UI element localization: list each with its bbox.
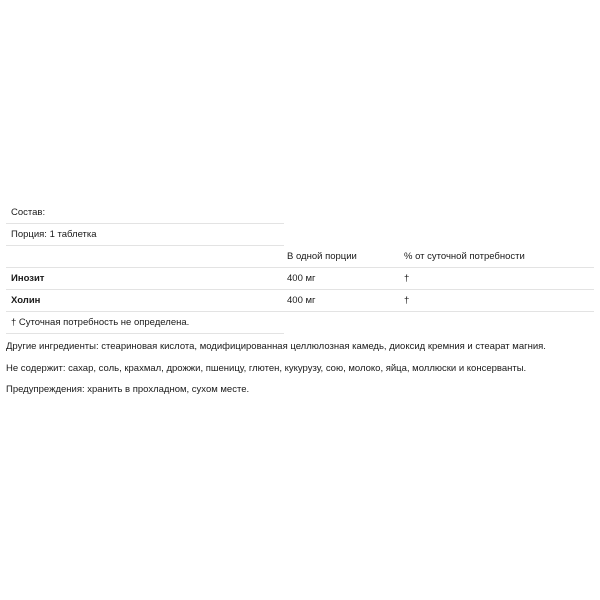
- ingredient-name: Инозит: [11, 273, 45, 284]
- serving-size-row: [6, 224, 284, 246]
- does-not-contain-text: Не содержит: сахар, соль, крахмал, дрожжи, пшеницу, глютен, кукурузу, сою, молоко, яйца, моллюски и консерванты.: [6, 362, 527, 374]
- supplement-facts-table: [6, 202, 594, 334]
- other-ingredients-text: Другие ингредиенты: стеариновая кислота, модифицированная целлюлозная камедь, диоксид кремния и стеарат магния.: [6, 341, 546, 352]
- ingredient-amount: 400 мг: [287, 273, 316, 284]
- table-row: [6, 268, 594, 290]
- daily-value-header: % от суточной потребности: [404, 251, 525, 262]
- product-notes: [6, 342, 594, 407]
- ingredient-daily-value: †: [404, 273, 410, 284]
- ingredient-name: Холин: [11, 295, 41, 306]
- facts-header-row: [6, 246, 594, 268]
- facts-title-row: [6, 202, 284, 224]
- footnote-row: [6, 312, 284, 334]
- warnings-text: Предупреждения: хранить в прохладном, сухом месте.: [6, 384, 250, 395]
- ingredient-amount: 400 мг: [287, 295, 316, 306]
- table-row: [6, 290, 594, 312]
- daily-value-footnote: † Суточная потребность не определена.: [11, 317, 190, 328]
- facts-title: Состав:: [11, 207, 46, 218]
- serving-size: Порция: 1 таблетка: [11, 229, 97, 240]
- per-serving-header: В одной порции: [287, 251, 357, 262]
- ingredient-daily-value: †: [404, 295, 410, 306]
